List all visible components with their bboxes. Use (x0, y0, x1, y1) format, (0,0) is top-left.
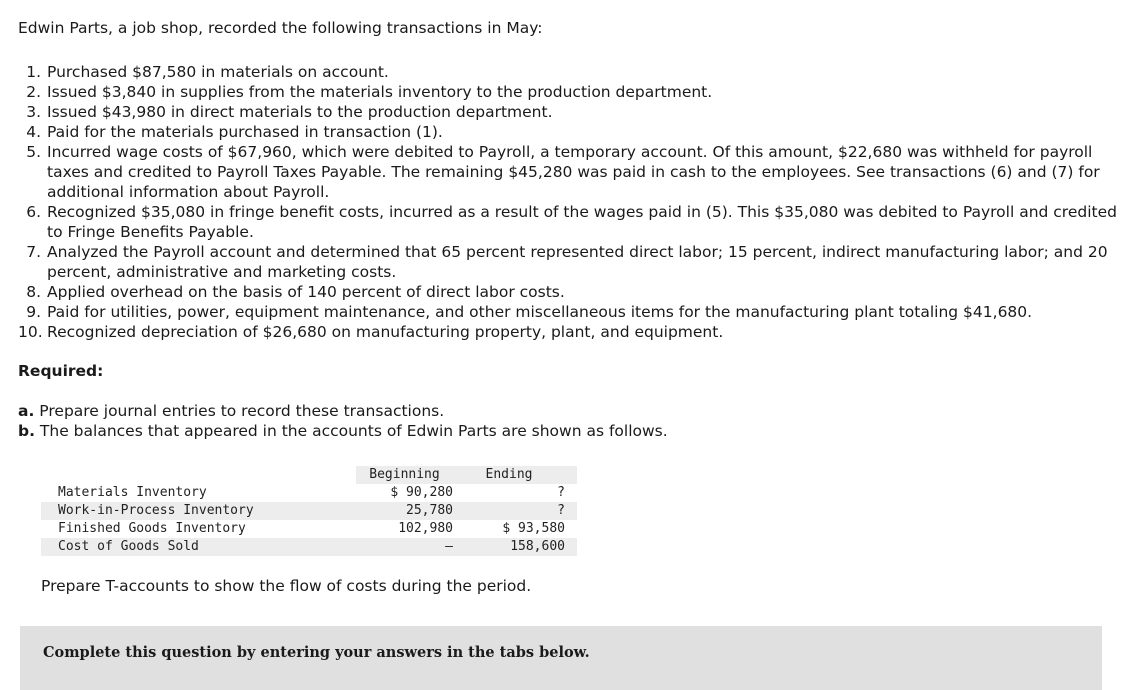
beginning-balance: 102,980 (398, 521, 453, 536)
transaction-number: 5. (26, 143, 41, 161)
transaction-number: 10. (18, 323, 43, 341)
table-row (41, 484, 577, 502)
transaction-text: Analyzed the Payroll account and determined that 65 percent represented direct labor; 15 percent, indirect manufacturing labor; and 20 percent, administrative and marketing costs. (47, 243, 1108, 281)
t-accounts-instruction: Prepare T-accounts to show the flow of costs during the period. (41, 577, 532, 595)
transaction-text: Recognized depreciation of $26,680 on manufacturing property, plant, and equipment. (47, 323, 724, 341)
beginning-balance: 25,780 (356, 502, 453, 520)
transaction-item (18, 62, 1118, 82)
part-b (18, 421, 668, 441)
transaction-number: 4. (26, 123, 41, 141)
table-header-row (41, 466, 577, 484)
account-name: Work-in-Process Inventory (41, 502, 356, 520)
transaction-item (18, 102, 1118, 122)
transaction-text: Recognized $35,080 in fringe benefit costs, incurred as a result of the wages paid in (5). This $35,080 was debited to Payroll and credited to Fringe Benefits Payable. (47, 203, 1117, 241)
ending-balance: ? (453, 502, 577, 520)
transaction-number: 3. (26, 103, 41, 121)
transaction-item (18, 302, 1118, 322)
required-heading: Required: (18, 362, 104, 380)
table-row (41, 538, 577, 556)
transaction-list (18, 62, 1118, 342)
table-row (41, 502, 577, 520)
account-name: Finished Goods Inventory (58, 521, 246, 536)
transaction-item (18, 202, 1118, 242)
transaction-item (18, 142, 1118, 202)
instructions-banner (20, 626, 1102, 690)
ending-balance: 158,600 (453, 538, 577, 556)
transaction-item (18, 122, 1118, 142)
transaction-text: Purchased $87,580 in materials on account. (47, 63, 389, 81)
ending-balance: ? (557, 485, 565, 500)
transaction-item (18, 242, 1118, 282)
part-text: The balances that appeared in the accounts of Edwin Parts are shown as follows. (39, 422, 668, 440)
header-ending: Ending (453, 466, 577, 484)
transaction-text: Issued $3,840 in supplies from the materials inventory to the production department. (47, 83, 713, 101)
header-account (41, 466, 356, 484)
transaction-number: 8. (26, 283, 41, 301)
transaction-text: Issued $43,980 in direct materials to the production department. (47, 103, 553, 121)
transaction-number: 9. (26, 303, 41, 321)
beginning-balance: $ 90,280 (390, 485, 453, 500)
banner-text: Complete this question by entering your answers in the tabs below. (43, 644, 590, 661)
part-text: Prepare journal entries to record these transactions. (39, 402, 445, 420)
transaction-item (18, 82, 1118, 102)
intro-text: Edwin Parts, a job shop, recorded the following transactions in May: (18, 19, 543, 37)
transaction-text: Applied overhead on the basis of 140 percent of direct labor costs. (47, 283, 565, 301)
transaction-item (18, 322, 1118, 342)
part-a (18, 401, 668, 421)
part-letter: b. (18, 422, 35, 440)
header-beginning: Beginning (356, 466, 453, 484)
transaction-number: 7. (26, 243, 41, 261)
transaction-text: Paid for utilities, power, equipment maintenance, and other miscellaneous items for the manufacturing plant totaling $41,680. (47, 303, 1033, 321)
transaction-number: 2. (26, 83, 41, 101)
table-row (41, 520, 577, 538)
account-name: Cost of Goods Sold (41, 538, 356, 556)
transaction-text: Paid for the materials purchased in transaction (1). (47, 123, 443, 141)
required-parts (18, 401, 668, 441)
transaction-number: 1. (26, 63, 41, 81)
beginning-balance: – (356, 538, 453, 556)
balances-table (41, 466, 577, 556)
transaction-number: 6. (26, 203, 41, 221)
transaction-text: Incurred wage costs of $67,960, which were debited to Payroll, a temporary account. Of this amount, $22,680 was withheld for payroll taxes and credited to Payroll Taxes Payable. The remaining $45,280 was paid in cash to the employees. See transactions (6) and (7) for additional information about Payroll. (47, 143, 1100, 201)
account-name: Materials Inventory (58, 485, 207, 500)
part-letter: a. (18, 402, 35, 420)
transaction-item (18, 282, 1118, 302)
ending-balance: $ 93,580 (502, 521, 565, 536)
